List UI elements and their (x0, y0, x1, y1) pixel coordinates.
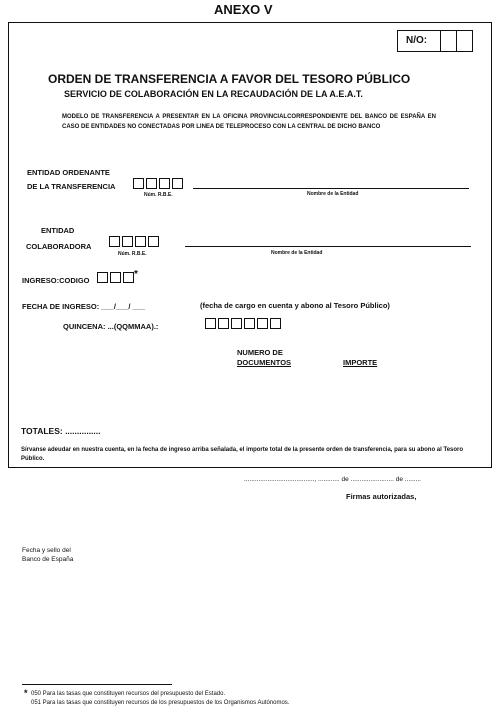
entidad-ordenante-rbe-caption: Núm. R.B.E. (144, 192, 173, 198)
entidad-ordenante-label-1: ENTIDAD ORDENANTE (27, 168, 110, 177)
quincena-boxes (205, 318, 281, 329)
code-digit-box[interactable] (123, 272, 134, 283)
rbe-digit-box[interactable] (159, 178, 170, 189)
entidad-colaboradora-label-2: COLABORADORA (26, 242, 92, 251)
quincena-digit-box[interactable] (205, 318, 216, 329)
entidad-ordenante-rbe-boxes (133, 178, 183, 189)
instruction-text: Sírvanse adeudar en nuestra cuenta, en la fecha de ingreso arriba señalada, el importe total de la presente orden de transferencia, para su abono al Tesoro Público. (21, 447, 464, 462)
rbe-digit-box[interactable] (146, 178, 157, 189)
form-subtitle: SERVICIO DE COLABORACIÓN EN LA RECAUDACIÓN DE LA A.E.A.T. (64, 89, 363, 99)
intro-text: MODELO DE TRANSFERENCIA A PRESENTAR EN LA OFICINA PROVINCIALCORRESPONDIENTE DEL BANCO DE ESPAÑA EN CASO DE ENTIDADES NO CONECTADAS POR LINEA DE TELEPROCESO CON LA CENTRAL DE DICHO BANCO (62, 114, 436, 130)
stamp-label-1: Fecha y sello del (22, 547, 71, 554)
quincena-digit-box[interactable] (218, 318, 229, 329)
quincena-digit-box[interactable] (231, 318, 242, 329)
quincena-label: QUINCENA: ...(QQMMAA).: (63, 322, 159, 331)
ingreso-codigo-boxes (97, 272, 134, 283)
order-number-cell[interactable] (456, 31, 457, 51)
numero-documentos-header-1: NUMERO DE (237, 348, 283, 357)
entidad-colaboradora-rbe-caption: Núm. R.B.E. (118, 251, 147, 257)
place-date-line[interactable]: ......................................., ............ de ........................ de ......... (244, 476, 421, 483)
ingreso-codigo-label: INGRESO:CODIGO (22, 276, 90, 285)
rbe-digit-box[interactable] (133, 178, 144, 189)
quincena-digit-box[interactable] (257, 318, 268, 329)
footnote-1: 050 Para las tasas que constituyen recursos del presupuesto del Estado. (31, 691, 226, 697)
footnote-marker: * (24, 688, 28, 698)
stamp-label-2: Banco de España (22, 556, 74, 563)
footnote-2: 051 Para las tasas que constituyen recursos de los presupuestos de los Organismos Autónomos. (31, 700, 290, 706)
rbe-digit-box[interactable] (148, 236, 159, 247)
fecha-ingreso-label: FECHA DE INGRESO: ___/___/ ___ (22, 302, 146, 311)
rbe-digit-box[interactable] (135, 236, 146, 247)
numero-documentos-header-2: DOCUMENTOS (237, 358, 292, 367)
order-number-cell[interactable] (440, 31, 441, 51)
importe-header: IMPORTE (343, 358, 378, 367)
entidad-colaboradora-name-field[interactable] (185, 246, 471, 247)
entidad-colaboradora-name-caption: Nombre de la Entidad (271, 250, 323, 256)
order-number-label: N/O: (406, 35, 428, 46)
firmas-autorizadas: Firmas autorizadas, (346, 492, 417, 501)
totales-label: TOTALES: ............... (21, 426, 101, 436)
rbe-digit-box[interactable] (109, 236, 120, 247)
entidad-ordenante-name-field[interactable] (193, 188, 469, 189)
entidad-colaboradora-label-1: ENTIDAD (41, 226, 75, 235)
rbe-digit-box[interactable] (122, 236, 133, 247)
code-digit-box[interactable] (110, 272, 121, 283)
footnote-separator (22, 684, 172, 685)
code-digit-box[interactable] (97, 272, 108, 283)
entidad-ordenante-label-2: DE LA TRANSFERENCIA (27, 182, 116, 191)
quincena-digit-box[interactable] (270, 318, 281, 329)
quincena-digit-box[interactable] (244, 318, 255, 329)
order-number-box (397, 30, 473, 52)
fecha-ingreso-note: (fecha de cargo en cuenta y abono al Tesoro Público) (200, 301, 390, 310)
entidad-colaboradora-rbe-boxes (109, 236, 159, 247)
entidad-ordenante-name-caption: Nombre de la Entidad (307, 191, 359, 197)
annex-title: ANEXO V (214, 2, 273, 17)
ingreso-asterisk: * (134, 269, 138, 280)
rbe-digit-box[interactable] (172, 178, 183, 189)
form-title: ORDEN DE TRANSFERENCIA A FAVOR DEL TESORO PÚBLICO (48, 72, 411, 86)
